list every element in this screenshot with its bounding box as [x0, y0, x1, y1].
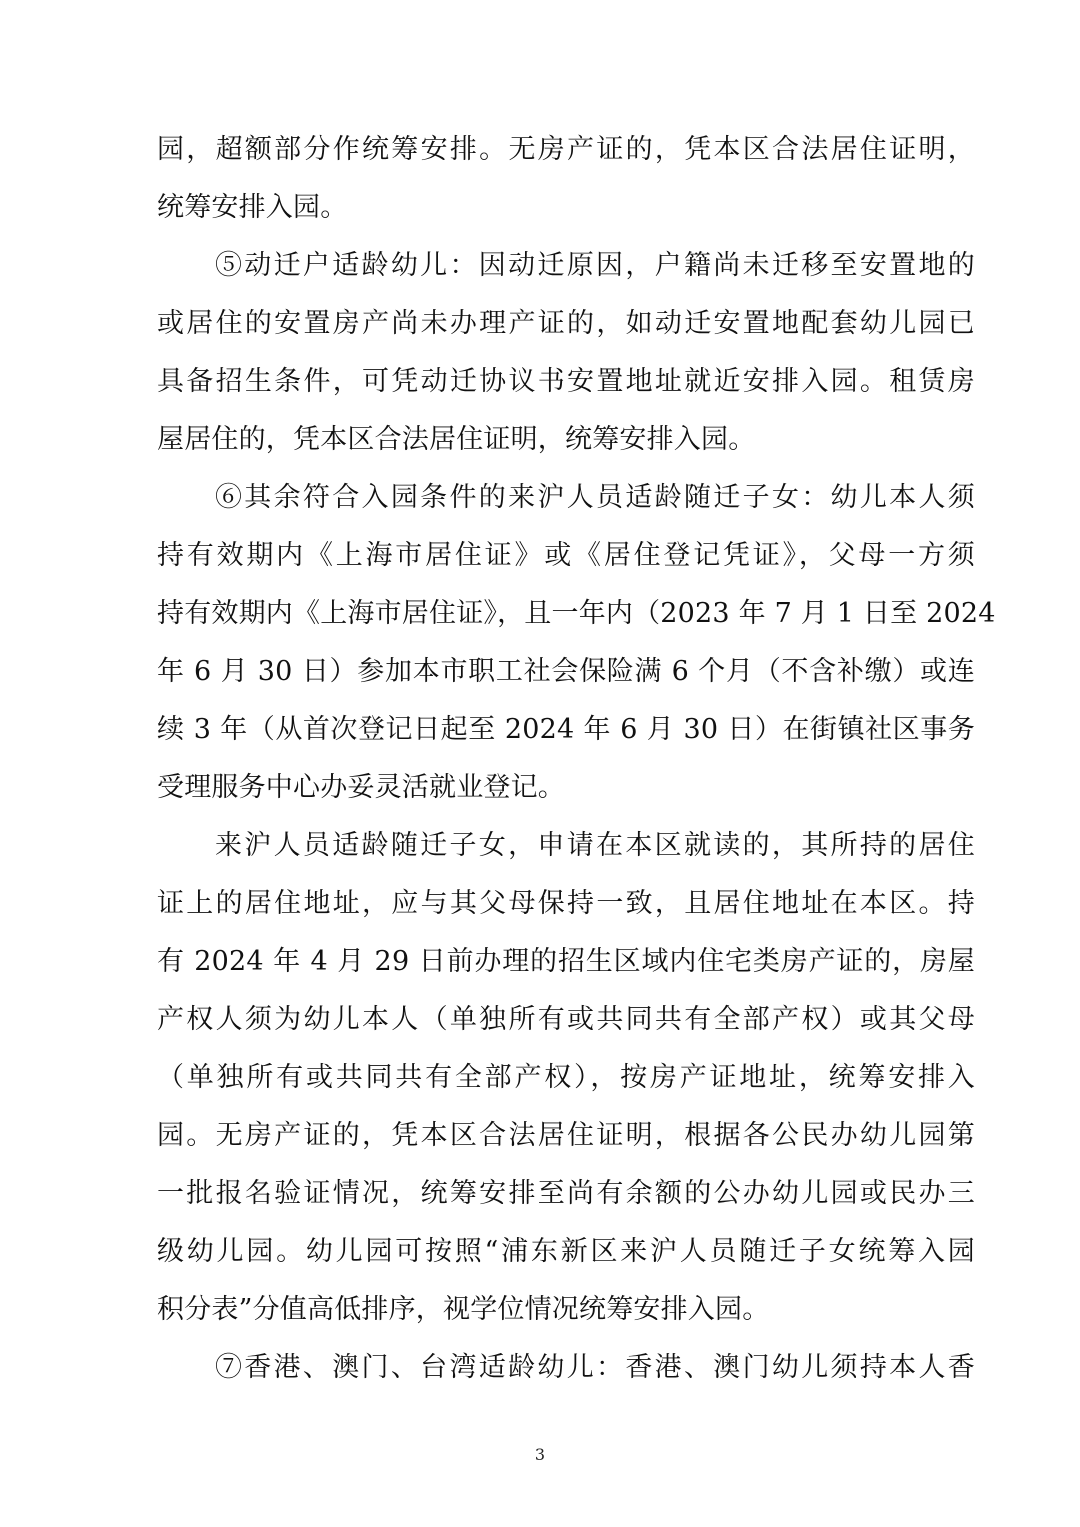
text-line-18: 园。无房产证的，凭本区合法居住证明，根据各公民办幼儿园第	[157, 1120, 975, 1151]
text-line-8: 持有效期内《上海市居住证》或《居住登记凭证》，父母一方须	[157, 540, 975, 571]
text-line-2: 统筹安排入园。	[157, 192, 348, 223]
text-line-16: 产权人须为幼儿本人（单独所有或共同共有全部产权）或其父母	[157, 1004, 975, 1035]
text-line-9: 持有效期内《上海市居住证》，且一年内（2023 年 7 月 1 日至 2024	[157, 598, 996, 629]
text-line-1: 园，超额部分作统筹安排。无房产证的，凭本区合法居住证明，	[157, 134, 975, 165]
text-line-15: 有 2024 年 4 月 29 日前办理的招生区域内住宅类房产证的，房屋	[157, 946, 975, 977]
text-line-4: 或居住的安置房产尚未办理产证的，如动迁安置地配套幼儿园已	[157, 308, 975, 339]
text-line-21: 积分表”分值高低排序，视学位情况统筹安排入园。	[157, 1294, 770, 1325]
text-line-20: 级幼儿园。幼儿园可按照“浦东新区来沪人员随迁子女统筹入园	[157, 1236, 975, 1267]
text-line-7: ⑥其余符合入园条件的来沪人员适龄随迁子女：幼儿本人须	[215, 482, 975, 513]
text-line-3: ⑤动迁户适龄幼儿：因动迁原因，户籍尚未迁移至安置地的	[215, 250, 975, 281]
text-line-11: 续 3 年（从首次登记日起至 2024 年 6 月 30 日）在街镇社区事务	[157, 714, 975, 745]
text-line-12: 受理服务中心办妥灵活就业登记。	[157, 772, 565, 803]
text-line-13: 来沪人员适龄随迁子女，申请在本区就读的，其所持的居住	[215, 830, 975, 861]
document-body	[157, 121, 996, 1397]
text-line-22: ⑦香港、澳门、台湾适龄幼儿：香港、澳门幼儿须持本人香	[215, 1352, 975, 1383]
text-line-17: （单独所有或共同共有全部产权），按房产证地址，统筹安排入	[157, 1062, 975, 1093]
text-line-14: 证上的居住地址，应与其父母保持一致，且居住地址在本区。持	[157, 888, 975, 919]
text-line-5: 具备招生条件，可凭动迁协议书安置地址就近安排入园。租赁房	[157, 366, 975, 397]
text-line-10: 年 6 月 30 日）参加本市职工社会保险满 6 个月（不含补缴）或连	[157, 656, 975, 687]
text-line-19: 一批报名验证情况，统筹安排至尚有余额的公办幼儿园或民办三	[157, 1178, 975, 1209]
page-number: 3	[534, 1445, 546, 1464]
text-line-6: 屋居住的，凭本区合法居住证明，统筹安排入园。	[157, 424, 756, 455]
